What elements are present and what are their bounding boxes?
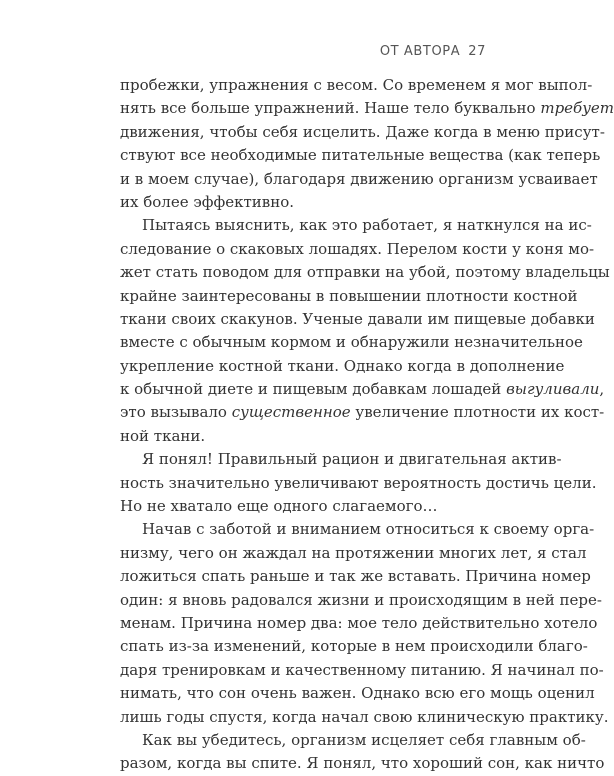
text-line: спать из-за изменений, которые в нем происходили благо-	[120, 637, 588, 656]
page-number: 27	[468, 44, 486, 59]
text-line: лишь годы спустя, когда начал свою клиническую практику.	[120, 707, 609, 726]
running-header	[380, 44, 486, 59]
text-line: один: я вновь радовался жизни и происходящим в ней пере-	[120, 590, 602, 609]
emphasized-word: требует	[540, 99, 614, 118]
text-line: нять все больше упражнений. Наше тело буквально требует	[120, 99, 614, 118]
paragraph	[120, 74, 614, 214]
text-line: разом, когда вы спите. Я понял, что хороший сон, как ничто	[120, 754, 605, 773]
paragraph	[120, 214, 610, 448]
emphasized-word: выгуливали	[506, 380, 600, 399]
text-line: движения, чтобы себя исцелить. Даже когда в меню присут-	[120, 122, 605, 141]
text-line: Я понял! Правильный рацион и двигательная актив-	[142, 450, 562, 469]
text-line: вместе с обычным кормом и обнаружили незначительное	[120, 333, 583, 352]
text-line: ной ткани.	[120, 426, 206, 445]
text-line: менам. Причина номер два: мое тело действительно хотело	[120, 613, 598, 632]
paragraph	[120, 729, 605, 776]
text-line: Но не хватало еще одного слагаемого…	[120, 497, 438, 516]
paragraph	[120, 518, 609, 729]
text-line: ткани своих скакунов. Ученые давали им пищевые добавки	[120, 309, 595, 328]
text-line: их более эффективно.	[120, 192, 295, 211]
text-line: низму, чего он жаждал на протяжении многих лет, я стал	[120, 543, 587, 562]
text-line: Начав с заботой и вниманием относиться к своему орга-	[142, 520, 595, 539]
text-line: к обычной диете и пищевым добавкам лошадей выгуливали,	[120, 380, 605, 399]
text-line: даря тренировкам и качественному питанию. Я начинал по-	[120, 660, 604, 679]
text-line: ствуют все необходимые питательные вещества (как теперь	[120, 146, 601, 165]
text-line: и в моем случае), благодаря движению организм усваивает	[120, 169, 598, 188]
text-line: крайне заинтересованы в повышении плотности костной	[120, 286, 578, 305]
text-line: укрепление костной ткани. Однако когда в дополнение	[120, 356, 565, 375]
emphasized-word: существенное	[231, 403, 351, 422]
text-line: Пытаясь выяснить, как это работает, я наткнулся на ис-	[142, 216, 592, 235]
text-line: Как вы убедитесь, организм исцеляет себя главным об-	[142, 730, 586, 749]
section-title: ОТ АВТОРА	[379, 44, 461, 59]
text-line: это вызывало существенное увеличение плотности их кост-	[120, 403, 605, 422]
text-line: следование о скаковых лошадях. Перелом кости у коня мо-	[120, 239, 595, 258]
text-line: нимать, что сон очень важен. Однако всю его мощь оценил	[120, 684, 595, 703]
text-line: пробежки, упражнения с весом. Со временем я мог выпол-	[120, 76, 593, 94]
text-line: ложиться спать раньше и так же вставать. Причина номер	[120, 567, 591, 586]
paragraph	[120, 448, 597, 518]
text-line: жет стать поводом для отправки на убой, поэтому владельцы	[120, 263, 610, 282]
body-text	[120, 74, 614, 776]
text-line: ность значительно увеличивают вероятность достичь цели.	[120, 473, 597, 492]
